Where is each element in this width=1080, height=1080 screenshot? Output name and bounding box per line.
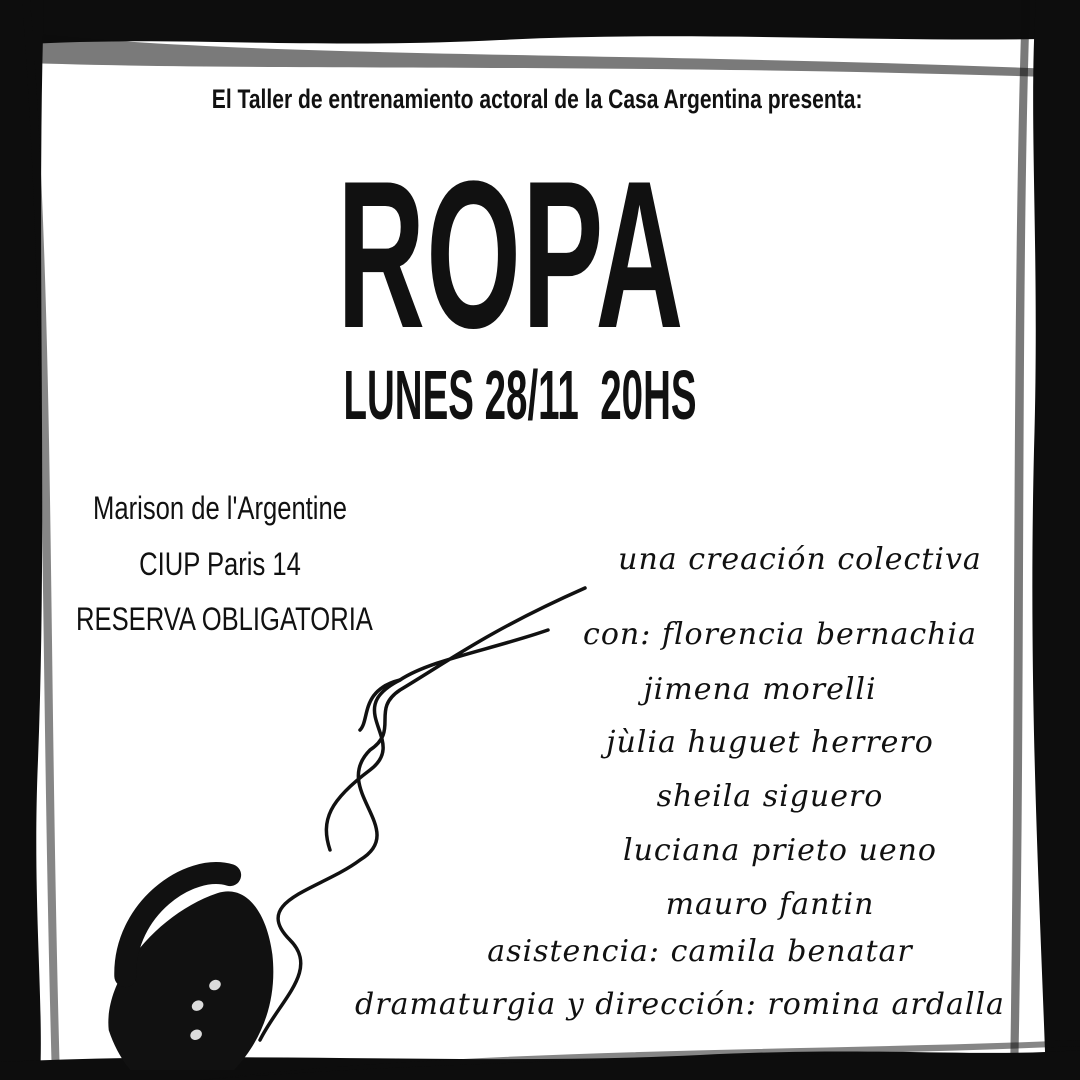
credit-line: asistencia: camila benatar bbox=[487, 934, 913, 969]
venue-location: CIUP Paris 14 bbox=[139, 546, 301, 582]
credit-line: con: florencia bernachia bbox=[583, 617, 977, 652]
iron-cord bbox=[260, 588, 585, 1040]
credits-heading: una creación colectiva bbox=[618, 542, 982, 577]
play-title: ROPA bbox=[337, 137, 685, 372]
date-time: LUNES 28/11 20HS bbox=[343, 356, 697, 434]
credit-line: sheila siguero bbox=[656, 779, 884, 814]
credit-line: luciana prieto ueno bbox=[623, 833, 937, 868]
credit-line: jùlia huguet herrero bbox=[606, 725, 934, 760]
credit-line: jimena morelli bbox=[643, 672, 877, 707]
venue-name: Marison de l'Argentine bbox=[93, 490, 347, 526]
credit-line: dramaturgia y dirección: romina ardalla bbox=[355, 987, 1005, 1022]
reservation-notice: RESERVA OBLIGATORIA bbox=[76, 601, 373, 637]
credit-line: mauro fantin bbox=[665, 887, 875, 922]
presenter-line: El Taller de entrenamiento actoral de la Casa Argentina presenta: bbox=[211, 84, 863, 114]
